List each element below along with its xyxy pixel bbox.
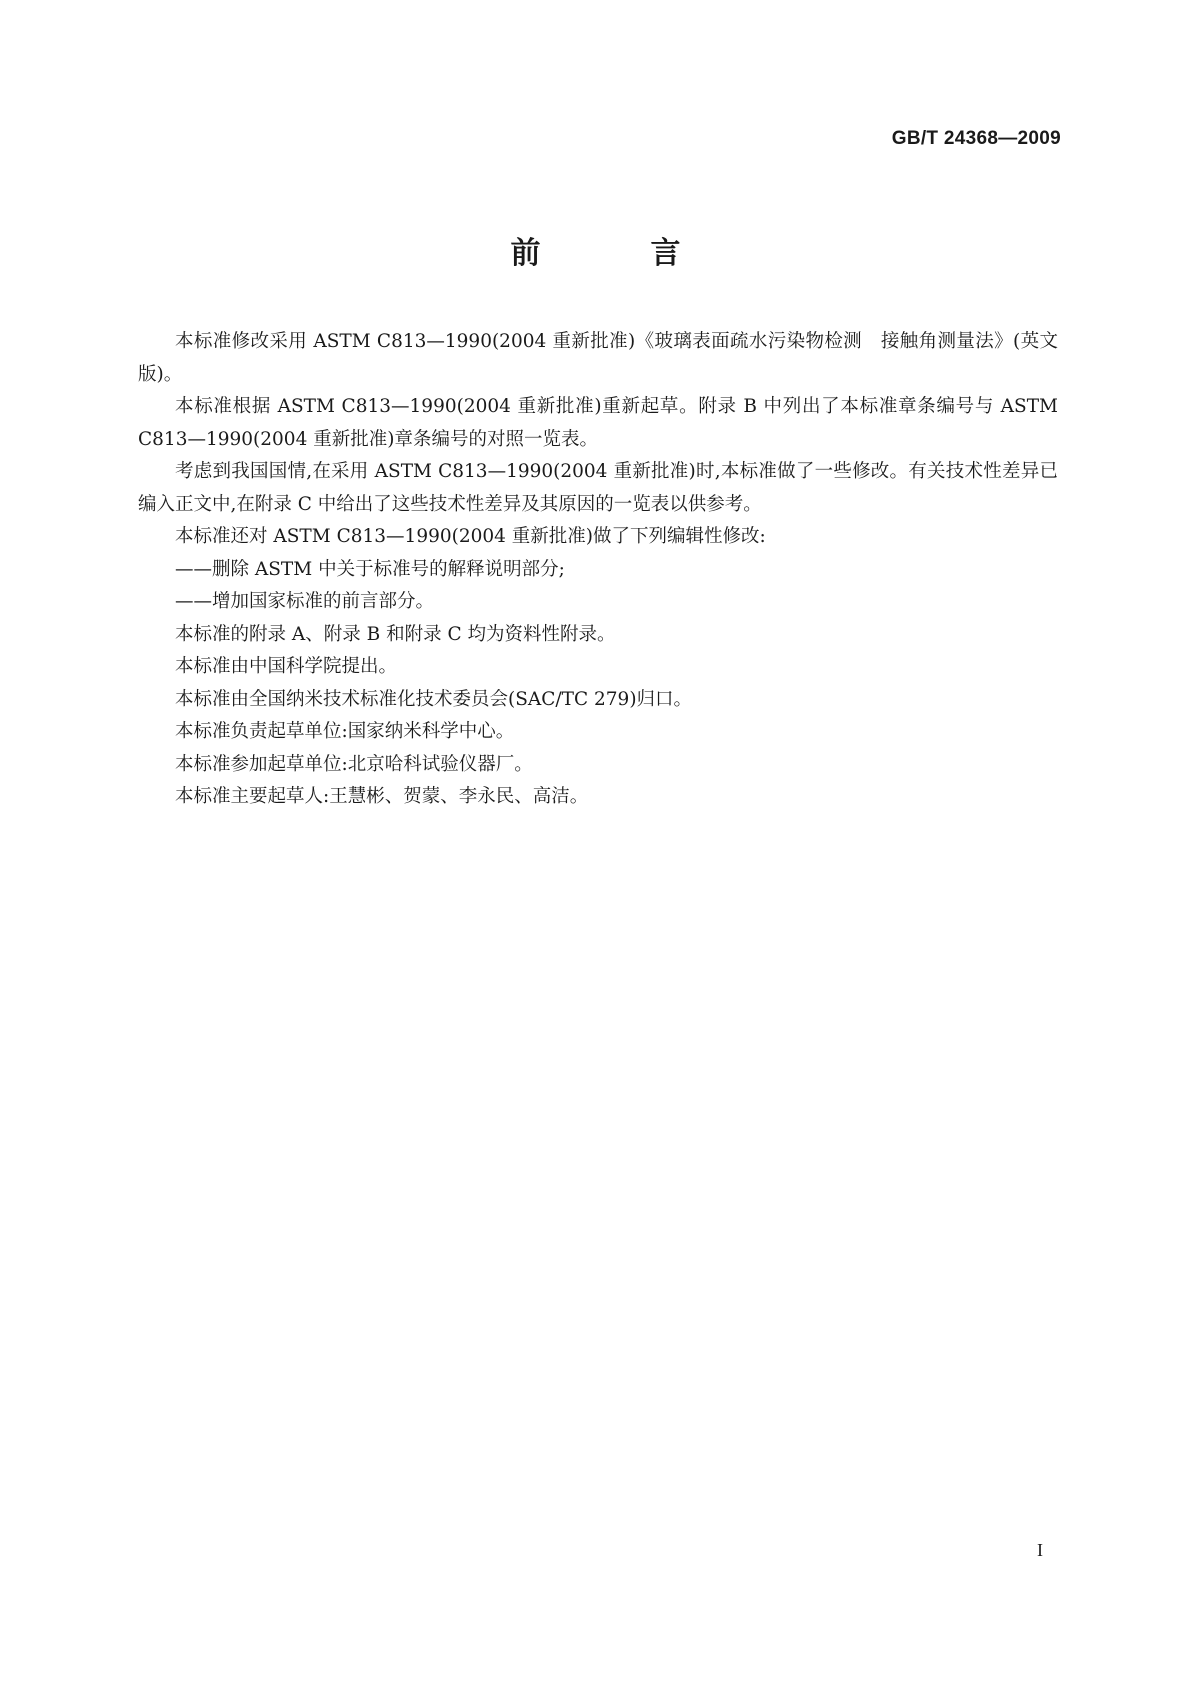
paragraph-participating-drafter: 本标准参加起草单位:北京哈科试验仪器厂。 <box>175 753 533 775</box>
list-item-add-foreword: ——增加国家标准的前言部分。 <box>175 591 435 612</box>
paragraph-adoption: 本标准修改采用 ASTM C813—1990(2004 重新批准)《玻璃表面疏水污染物检测 接触角测量法》(英文版)。 <box>138 331 1058 385</box>
paragraph-redrafting: 本标准根据 ASTM C813—1990(2004 重新批准)重新起草。附录 B 中列出了本标准章条编号与 ASTM C813—1990(2004 重新批准)章条编号的对照一览表。 <box>138 396 1058 450</box>
paragraph-responsible-drafter: 本标准负责起草单位:国家纳米科学中心。 <box>175 721 515 742</box>
paragraph-annexes: 本标准的附录 A、附录 B 和附录 C 均为资料性附录。 <box>175 623 616 645</box>
list-item-delete-explanation: ——删除 ASTM 中关于标准号的解释说明部分; <box>175 558 565 580</box>
paragraph-editorial-changes: 本标准还对 ASTM C813—1990(2004 重新批准)做了下列编辑性修改: <box>175 526 766 547</box>
page-title: 前 言 <box>510 236 721 271</box>
paragraph-main-drafters: 本标准主要起草人:王慧彬、贺蒙、李永民、高洁。 <box>175 786 589 807</box>
paragraph-under-jurisdiction: 本标准由全国纳米技术标准化技术委员会(SAC/TC 279)归口。 <box>175 688 693 710</box>
standard-code: GB/T 24368—2009 <box>891 128 1061 149</box>
foreword-body <box>138 326 1058 814</box>
page-number: I <box>1037 1540 1043 1560</box>
paragraph-proposed-by: 本标准由中国科学院提出。 <box>175 656 398 677</box>
paragraph-technical-differences: 考虑到我国国情,在采用 ASTM C813—1990(2004 重新批准)时,本标准做了一些修改。有关技术性差异已编入正文中,在附录 C 中给出了这些技术性差异及其原因的一览表以供参考。 <box>138 461 1058 515</box>
